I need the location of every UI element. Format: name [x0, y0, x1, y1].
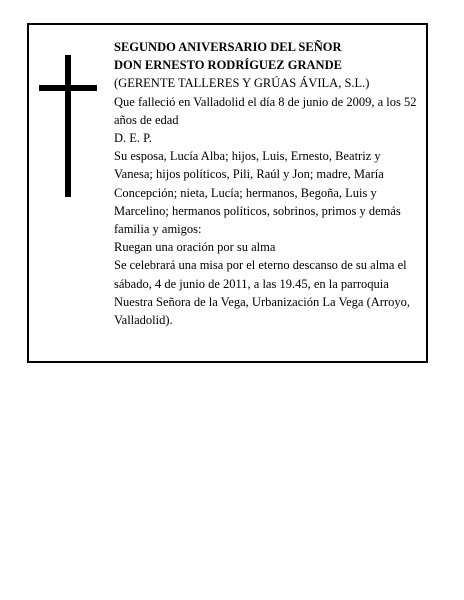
family-paragraph: Su esposa, Lucía Alba; hijos, Luis, Ernesto, Beatriz y Vanesa; hijos políticos, Pili, Raúl y Jon; madre, María Concepción; nieta, Lucía; hermanos, Begoña, Luis y Marcelino; hermanos políticos, sobrinos, primos y demás familia y amigos:	[114, 149, 401, 237]
rip-line: D. E. P.	[114, 131, 152, 146]
obituary-text	[114, 38, 418, 329]
cross-vertical-bar	[65, 55, 71, 197]
heading-line-1: SEGUNDO ANIVERSARIO DEL SEÑOR	[114, 40, 342, 54]
heading-line-2: DON ERNESTO RODRÍGUEZ GRANDE	[114, 58, 342, 73]
cross-horizontal-bar	[39, 85, 97, 91]
mass-paragraph: Se celebrará una misa por el eterno descanso de su alma el sábado, 4 de junio de 2011, a las 19.45, en la parroquia Nuestra Señora de la Vega, Urbanización La Vega (Arroyo, Valladolid).	[114, 258, 410, 328]
death-info: Que falleció en Valladolid el día 8 de junio de 2009, a los 52 años de edad	[114, 94, 417, 127]
company-line: (GERENTE TALLERES Y GRÚAS ÁVILA, S.L.)	[114, 76, 370, 91]
cross-icon	[39, 55, 97, 197]
prayer-line: Ruegan una oración por su alma	[114, 240, 276, 255]
